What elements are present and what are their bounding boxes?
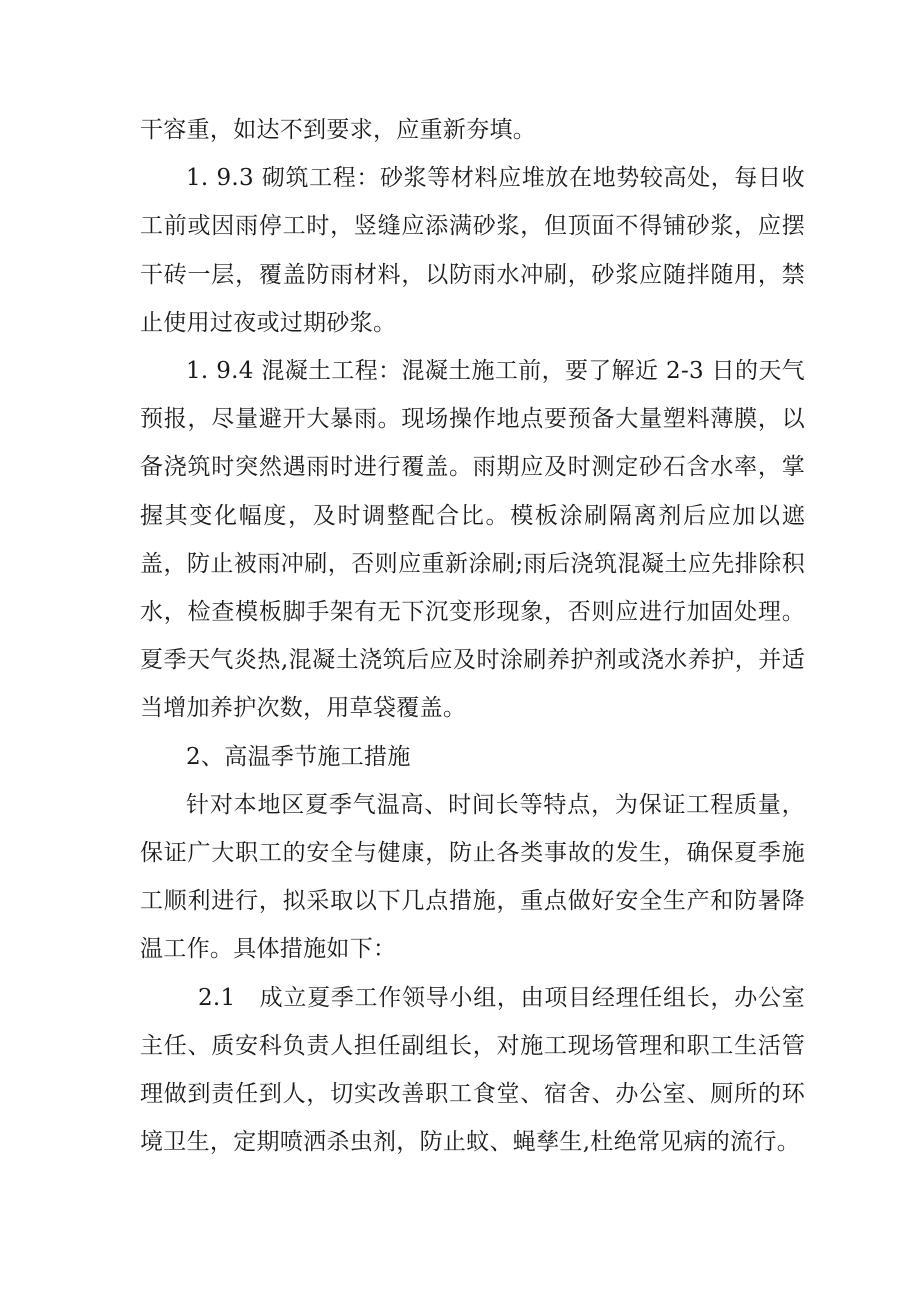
continuation-paragraph: 干容重，如达不到要求，应重新夯填。	[140, 117, 537, 143]
section-heading-high-temperature: 2、高温季节施工措施	[186, 743, 411, 770]
document-body	[140, 106, 805, 1166]
masonry-paragraph: 1. 9.3 砌筑工程：砂浆等材料应堆放在地势较高处，每日收工前或因雨停工时，竖缝应添满砂浆，但顶面不得铺砂浆，应摆干砖一层，覆盖防雨材料，以防雨水冲刷，砂浆应随拌随用，禁止使用过夜或过期砂浆。	[140, 165, 805, 336]
summer-intro-paragraph: 针对本地区夏季气温高、时间长等特点，为保证工程质量，保证广大职工的安全与健康，防止各类事故的发生，确保夏季施工顺利进行，拟采取以下几点措施，重点做好安全生产和防暑降温工作。具体措施如下：	[140, 791, 805, 963]
concrete-paragraph: 1. 9.4 混凝土工程：混凝土施工前，要了解近 2-3 日的天气预报，尽量避开大暴雨。现场操作地点要预备大量塑料薄膜，以备浇筑时突然遇雨时进行覆盖。雨期应及时测定砂石含水率，掌握其变化幅度，及时调整配合比。模板涂刷隔离剂后应加以遮盖，防止被雨冲刷，否则应重新涂刷;雨后浇筑混凝土应先排除积水，检查模板脚手架有无下沉变形现象，否则应进行加固处理。夏季天气炎热,混凝土浇筑后应及时涂刷养护剂或浇水养护，并适当增加养护次数，用草袋覆盖。	[140, 358, 805, 722]
leadership-group-paragraph: 2.1 成立夏季工作领导小组，由项目经理任组长，办公室主任、质安科负责人担任副组长，对施工现场管理和职工生活管理做到责任到人，切实改善职工食堂、宿舍、办公室、厕所的环境卫生，定期喷洒杀虫剂，防止蚊、蝇孳生,杜绝常见病的流行。	[140, 984, 805, 1156]
